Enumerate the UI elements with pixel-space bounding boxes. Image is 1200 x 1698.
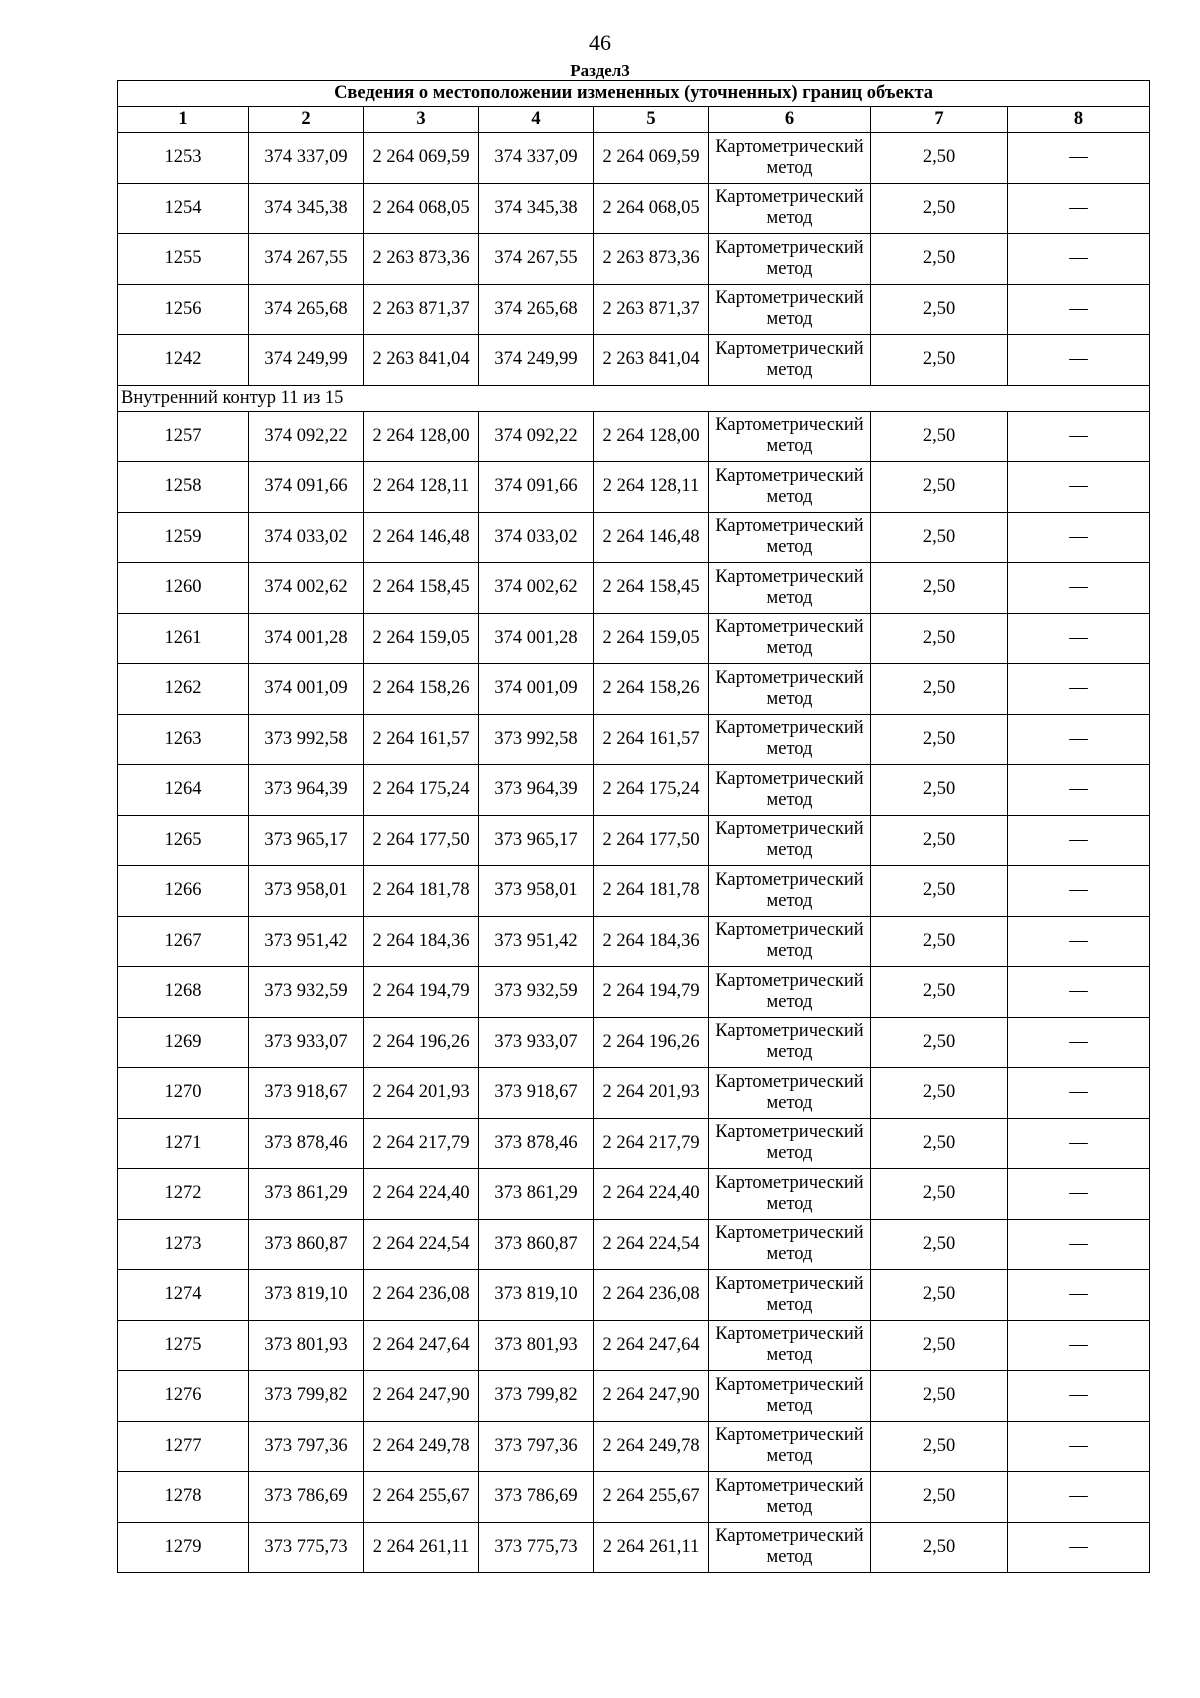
y-existing-cell: 2 264 177,50 <box>364 815 479 866</box>
table-row <box>118 1472 1150 1523</box>
x-existing-cell: 374 091,66 <box>249 462 364 513</box>
x-new-cell: 373 951,42 <box>479 916 594 967</box>
accuracy-cell: 2,50 <box>871 664 1008 715</box>
accuracy-cell: 2,50 <box>871 613 1008 664</box>
accuracy-cell: 2,50 <box>871 411 1008 462</box>
column-number: 7 <box>871 107 1008 133</box>
table-row <box>118 1068 1150 1119</box>
x-new-cell: 373 965,17 <box>479 815 594 866</box>
table-row <box>118 1017 1150 1068</box>
point-number-cell: 1268 <box>118 967 249 1018</box>
y-new-cell: 2 263 873,36 <box>594 234 709 285</box>
point-number-cell: 1255 <box>118 234 249 285</box>
column-number: 5 <box>594 107 709 133</box>
x-new-cell: 374 002,62 <box>479 563 594 614</box>
method-cell: Картометрический метод <box>709 462 871 513</box>
y-existing-cell: 2 264 175,24 <box>364 765 479 816</box>
y-new-cell: 2 264 236,08 <box>594 1270 709 1321</box>
x-existing-cell: 373 965,17 <box>249 815 364 866</box>
method-cell: Картометрический метод <box>709 967 871 1018</box>
column-number: 3 <box>364 107 479 133</box>
point-number-cell: 1254 <box>118 183 249 234</box>
accuracy-cell: 2,50 <box>871 1017 1008 1068</box>
y-new-cell: 2 264 128,00 <box>594 411 709 462</box>
y-new-cell: 2 264 184,36 <box>594 916 709 967</box>
accuracy-cell: 2,50 <box>871 512 1008 563</box>
y-existing-cell: 2 264 181,78 <box>364 866 479 917</box>
x-existing-cell: 373 861,29 <box>249 1169 364 1220</box>
y-existing-cell: 2 264 196,26 <box>364 1017 479 1068</box>
x-existing-cell: 374 001,09 <box>249 664 364 715</box>
table-row <box>118 1421 1150 1472</box>
x-existing-cell: 374 001,28 <box>249 613 364 664</box>
x-existing-cell: 374 249,99 <box>249 335 364 386</box>
y-new-cell: 2 264 217,79 <box>594 1118 709 1169</box>
accuracy-cell: 2,50 <box>871 1219 1008 1270</box>
table-row <box>118 563 1150 614</box>
accuracy-cell: 2,50 <box>871 815 1008 866</box>
x-new-cell: 374 249,99 <box>479 335 594 386</box>
table-row <box>118 1522 1150 1573</box>
y-existing-cell: 2 264 194,79 <box>364 967 479 1018</box>
x-existing-cell: 373 819,10 <box>249 1270 364 1321</box>
y-new-cell: 2 264 146,48 <box>594 512 709 563</box>
y-new-cell: 2 263 841,04 <box>594 335 709 386</box>
method-cell: Картометрический метод <box>709 866 871 917</box>
y-existing-cell: 2 263 873,36 <box>364 234 479 285</box>
accuracy-cell: 2,50 <box>871 335 1008 386</box>
y-existing-cell: 2 264 146,48 <box>364 512 479 563</box>
point-number-cell: 1266 <box>118 866 249 917</box>
y-existing-cell: 2 264 128,11 <box>364 462 479 513</box>
method-cell: Картометрический метод <box>709 1472 871 1523</box>
note-cell: — <box>1008 1219 1150 1270</box>
method-cell: Картометрический метод <box>709 563 871 614</box>
point-number-cell: 1277 <box>118 1421 249 1472</box>
point-number-cell: 1267 <box>118 916 249 967</box>
point-number-cell: 1279 <box>118 1522 249 1573</box>
x-new-cell: 374 001,28 <box>479 613 594 664</box>
x-existing-cell: 373 951,42 <box>249 916 364 967</box>
method-cell: Картометрический метод <box>709 1270 871 1321</box>
note-cell: — <box>1008 815 1150 866</box>
accuracy-cell: 2,50 <box>871 1522 1008 1573</box>
accuracy-cell: 2,50 <box>871 1169 1008 1220</box>
point-number-cell: 1265 <box>118 815 249 866</box>
accuracy-cell: 2,50 <box>871 183 1008 234</box>
point-number-cell: 1260 <box>118 563 249 614</box>
y-new-cell: 2 264 181,78 <box>594 866 709 917</box>
point-number-cell: 1275 <box>118 1320 249 1371</box>
y-existing-cell: 2 264 217,79 <box>364 1118 479 1169</box>
x-new-cell: 373 932,59 <box>479 967 594 1018</box>
point-number-cell: 1272 <box>118 1169 249 1220</box>
note-cell: — <box>1008 967 1150 1018</box>
method-cell: Картометрический метод <box>709 1118 871 1169</box>
method-cell: Картометрический метод <box>709 714 871 765</box>
accuracy-cell: 2,50 <box>871 133 1008 184</box>
method-cell: Картометрический метод <box>709 1421 871 1472</box>
x-new-cell: 374 337,09 <box>479 133 594 184</box>
y-existing-cell: 2 264 128,00 <box>364 411 479 462</box>
y-existing-cell: 2 264 247,90 <box>364 1371 479 1422</box>
x-new-cell: 373 861,29 <box>479 1169 594 1220</box>
y-new-cell: 2 264 249,78 <box>594 1421 709 1472</box>
x-existing-cell: 373 786,69 <box>249 1472 364 1523</box>
y-existing-cell: 2 264 158,45 <box>364 563 479 614</box>
y-existing-cell: 2 264 224,54 <box>364 1219 479 1270</box>
y-existing-cell: 2 264 161,57 <box>364 714 479 765</box>
point-number-cell: 1258 <box>118 462 249 513</box>
x-existing-cell: 373 932,59 <box>249 967 364 1018</box>
point-number-cell: 1256 <box>118 284 249 335</box>
method-cell: Картометрический метод <box>709 1219 871 1270</box>
note-cell: — <box>1008 462 1150 513</box>
x-new-cell: 373 958,01 <box>479 866 594 917</box>
x-new-cell: 373 799,82 <box>479 1371 594 1422</box>
note-cell: — <box>1008 1320 1150 1371</box>
x-existing-cell: 373 918,67 <box>249 1068 364 1119</box>
accuracy-cell: 2,50 <box>871 1371 1008 1422</box>
note-cell: — <box>1008 1522 1150 1573</box>
x-new-cell: 373 860,87 <box>479 1219 594 1270</box>
table-row <box>118 815 1150 866</box>
y-existing-cell: 2 264 201,93 <box>364 1068 479 1119</box>
point-number-cell: 1273 <box>118 1219 249 1270</box>
x-existing-cell: 374 265,68 <box>249 284 364 335</box>
x-new-cell: 373 775,73 <box>479 1522 594 1573</box>
note-cell: — <box>1008 1068 1150 1119</box>
x-existing-cell: 373 958,01 <box>249 866 364 917</box>
method-cell: Картометрический метод <box>709 1320 871 1371</box>
method-cell: Картометрический метод <box>709 1522 871 1573</box>
note-cell: — <box>1008 765 1150 816</box>
note-cell: — <box>1008 613 1150 664</box>
point-number-cell: 1242 <box>118 335 249 386</box>
y-new-cell: 2 264 161,57 <box>594 714 709 765</box>
x-new-cell: 373 878,46 <box>479 1118 594 1169</box>
y-new-cell: 2 264 158,26 <box>594 664 709 715</box>
point-number-cell: 1264 <box>118 765 249 816</box>
x-existing-cell: 373 775,73 <box>249 1522 364 1573</box>
x-new-cell: 373 801,93 <box>479 1320 594 1371</box>
x-existing-cell: 374 267,55 <box>249 234 364 285</box>
point-number-cell: 1253 <box>118 133 249 184</box>
section-label: Раздел3 <box>570 61 630 80</box>
method-cell: Картометрический метод <box>709 133 871 184</box>
note-cell: — <box>1008 284 1150 335</box>
point-number-cell: 1278 <box>118 1472 249 1523</box>
method-cell: Картометрический метод <box>709 765 871 816</box>
boundary-coordinates-table <box>117 80 1150 1573</box>
accuracy-cell: 2,50 <box>871 1421 1008 1472</box>
table-row <box>118 916 1150 967</box>
table-row <box>118 1169 1150 1220</box>
accuracy-cell: 2,50 <box>871 234 1008 285</box>
note-cell: — <box>1008 234 1150 285</box>
accuracy-cell: 2,50 <box>871 967 1008 1018</box>
accuracy-cell: 2,50 <box>871 1118 1008 1169</box>
page-number: 46 <box>589 30 611 55</box>
table-row <box>118 967 1150 1018</box>
point-number-cell: 1262 <box>118 664 249 715</box>
x-new-cell: 374 267,55 <box>479 234 594 285</box>
x-new-cell: 373 797,36 <box>479 1421 594 1472</box>
y-existing-cell: 2 264 255,67 <box>364 1472 479 1523</box>
y-existing-cell: 2 264 159,05 <box>364 613 479 664</box>
column-number: 6 <box>709 107 871 133</box>
note-cell: — <box>1008 183 1150 234</box>
method-cell: Картометрический метод <box>709 1371 871 1422</box>
x-new-cell: 374 092,22 <box>479 411 594 462</box>
accuracy-cell: 2,50 <box>871 714 1008 765</box>
note-cell: — <box>1008 563 1150 614</box>
y-new-cell: 2 264 247,64 <box>594 1320 709 1371</box>
y-new-cell: 2 264 177,50 <box>594 815 709 866</box>
table-row <box>118 765 1150 816</box>
x-existing-cell: 374 092,22 <box>249 411 364 462</box>
table-row <box>118 1320 1150 1371</box>
point-number-cell: 1271 <box>118 1118 249 1169</box>
point-number-cell: 1257 <box>118 411 249 462</box>
y-new-cell: 2 264 069,59 <box>594 133 709 184</box>
table-row <box>118 335 1150 386</box>
table-row <box>118 411 1150 462</box>
method-cell: Картометрический метод <box>709 1017 871 1068</box>
y-existing-cell: 2 264 236,08 <box>364 1270 479 1321</box>
method-cell: Картометрический метод <box>709 335 871 386</box>
y-new-cell: 2 264 224,54 <box>594 1219 709 1270</box>
x-new-cell: 373 964,39 <box>479 765 594 816</box>
x-existing-cell: 374 033,02 <box>249 512 364 563</box>
x-existing-cell: 373 797,36 <box>249 1421 364 1472</box>
contour-label: Внутренний контур 11 из 15 <box>118 385 1150 411</box>
table-row <box>118 284 1150 335</box>
accuracy-cell: 2,50 <box>871 563 1008 614</box>
x-existing-cell: 373 801,93 <box>249 1320 364 1371</box>
method-cell: Картометрический метод <box>709 613 871 664</box>
point-number-cell: 1269 <box>118 1017 249 1068</box>
x-new-cell: 373 992,58 <box>479 714 594 765</box>
y-existing-cell: 2 264 158,26 <box>364 664 479 715</box>
method-cell: Картометрический метод <box>709 183 871 234</box>
note-cell: — <box>1008 1472 1150 1523</box>
y-existing-cell: 2 264 069,59 <box>364 133 479 184</box>
column-number: 1 <box>118 107 249 133</box>
point-number-cell: 1270 <box>118 1068 249 1119</box>
y-existing-cell: 2 264 184,36 <box>364 916 479 967</box>
note-cell: — <box>1008 512 1150 563</box>
accuracy-cell: 2,50 <box>871 765 1008 816</box>
table-row <box>118 462 1150 513</box>
note-cell: — <box>1008 1017 1150 1068</box>
note-cell: — <box>1008 1169 1150 1220</box>
table-row <box>118 613 1150 664</box>
point-number-cell: 1276 <box>118 1371 249 1422</box>
y-new-cell: 2 264 247,90 <box>594 1371 709 1422</box>
accuracy-cell: 2,50 <box>871 462 1008 513</box>
accuracy-cell: 2,50 <box>871 916 1008 967</box>
method-cell: Картометрический метод <box>709 664 871 715</box>
method-cell: Картометрический метод <box>709 1169 871 1220</box>
x-new-cell: 374 265,68 <box>479 284 594 335</box>
note-cell: — <box>1008 1270 1150 1321</box>
accuracy-cell: 2,50 <box>871 284 1008 335</box>
accuracy-cell: 2,50 <box>871 1270 1008 1321</box>
x-new-cell: 374 001,09 <box>479 664 594 715</box>
y-new-cell: 2 264 201,93 <box>594 1068 709 1119</box>
accuracy-cell: 2,50 <box>871 1320 1008 1371</box>
accuracy-cell: 2,50 <box>871 1472 1008 1523</box>
note-cell: — <box>1008 1421 1150 1472</box>
note-cell: — <box>1008 411 1150 462</box>
x-existing-cell: 374 337,09 <box>249 133 364 184</box>
y-existing-cell: 2 264 068,05 <box>364 183 479 234</box>
column-number: 2 <box>249 107 364 133</box>
y-existing-cell: 2 264 249,78 <box>364 1421 479 1472</box>
contour-row <box>118 385 1150 411</box>
y-new-cell: 2 264 255,67 <box>594 1472 709 1523</box>
y-existing-cell: 2 264 261,11 <box>364 1522 479 1573</box>
x-new-cell: 373 933,07 <box>479 1017 594 1068</box>
table-row <box>118 714 1150 765</box>
x-existing-cell: 374 002,62 <box>249 563 364 614</box>
table-row <box>118 183 1150 234</box>
x-existing-cell: 373 878,46 <box>249 1118 364 1169</box>
note-cell: — <box>1008 133 1150 184</box>
table-row <box>118 1270 1150 1321</box>
y-new-cell: 2 264 261,11 <box>594 1522 709 1573</box>
note-cell: — <box>1008 714 1150 765</box>
x-existing-cell: 373 860,87 <box>249 1219 364 1270</box>
column-number: 4 <box>479 107 594 133</box>
note-cell: — <box>1008 916 1150 967</box>
method-cell: Картометрический метод <box>709 512 871 563</box>
point-number-cell: 1259 <box>118 512 249 563</box>
table-row <box>118 1371 1150 1422</box>
x-existing-cell: 373 992,58 <box>249 714 364 765</box>
point-number-cell: 1261 <box>118 613 249 664</box>
note-cell: — <box>1008 1118 1150 1169</box>
y-new-cell: 2 264 194,79 <box>594 967 709 1018</box>
column-numbers-row <box>118 107 1150 133</box>
y-new-cell: 2 264 175,24 <box>594 765 709 816</box>
table-row <box>118 664 1150 715</box>
note-cell: — <box>1008 1371 1150 1422</box>
y-new-cell: 2 264 158,45 <box>594 563 709 614</box>
y-new-cell: 2 263 871,37 <box>594 284 709 335</box>
method-cell: Картометрический метод <box>709 411 871 462</box>
y-new-cell: 2 264 196,26 <box>594 1017 709 1068</box>
method-cell: Картометрический метод <box>709 916 871 967</box>
table-row <box>118 1118 1150 1169</box>
table-row <box>118 1219 1150 1270</box>
x-new-cell: 373 819,10 <box>479 1270 594 1321</box>
y-existing-cell: 2 264 247,64 <box>364 1320 479 1371</box>
y-new-cell: 2 264 068,05 <box>594 183 709 234</box>
x-existing-cell: 373 799,82 <box>249 1371 364 1422</box>
method-cell: Картометрический метод <box>709 284 871 335</box>
x-new-cell: 374 345,38 <box>479 183 594 234</box>
y-existing-cell: 2 264 224,40 <box>364 1169 479 1220</box>
x-new-cell: 373 918,67 <box>479 1068 594 1119</box>
x-new-cell: 374 033,02 <box>479 512 594 563</box>
note-cell: — <box>1008 866 1150 917</box>
column-number: 8 <box>1008 107 1150 133</box>
note-cell: — <box>1008 335 1150 386</box>
y-new-cell: 2 264 159,05 <box>594 613 709 664</box>
x-existing-cell: 373 964,39 <box>249 765 364 816</box>
method-cell: Картометрический метод <box>709 1068 871 1119</box>
table-title: Сведения о местоположении измененных (уточненных) границ объекта <box>118 81 1150 107</box>
table-row <box>118 866 1150 917</box>
table-title-row <box>118 81 1150 107</box>
accuracy-cell: 2,50 <box>871 866 1008 917</box>
x-new-cell: 374 091,66 <box>479 462 594 513</box>
x-new-cell: 373 786,69 <box>479 1472 594 1523</box>
accuracy-cell: 2,50 <box>871 1068 1008 1119</box>
y-new-cell: 2 264 224,40 <box>594 1169 709 1220</box>
point-number-cell: 1263 <box>118 714 249 765</box>
x-existing-cell: 374 345,38 <box>249 183 364 234</box>
x-existing-cell: 373 933,07 <box>249 1017 364 1068</box>
table-row <box>118 234 1150 285</box>
note-cell: — <box>1008 664 1150 715</box>
table-row <box>118 133 1150 184</box>
table-row <box>118 512 1150 563</box>
y-new-cell: 2 264 128,11 <box>594 462 709 513</box>
point-number-cell: 1274 <box>118 1270 249 1321</box>
method-cell: Картометрический метод <box>709 234 871 285</box>
y-existing-cell: 2 263 871,37 <box>364 284 479 335</box>
y-existing-cell: 2 263 841,04 <box>364 335 479 386</box>
method-cell: Картометрический метод <box>709 815 871 866</box>
